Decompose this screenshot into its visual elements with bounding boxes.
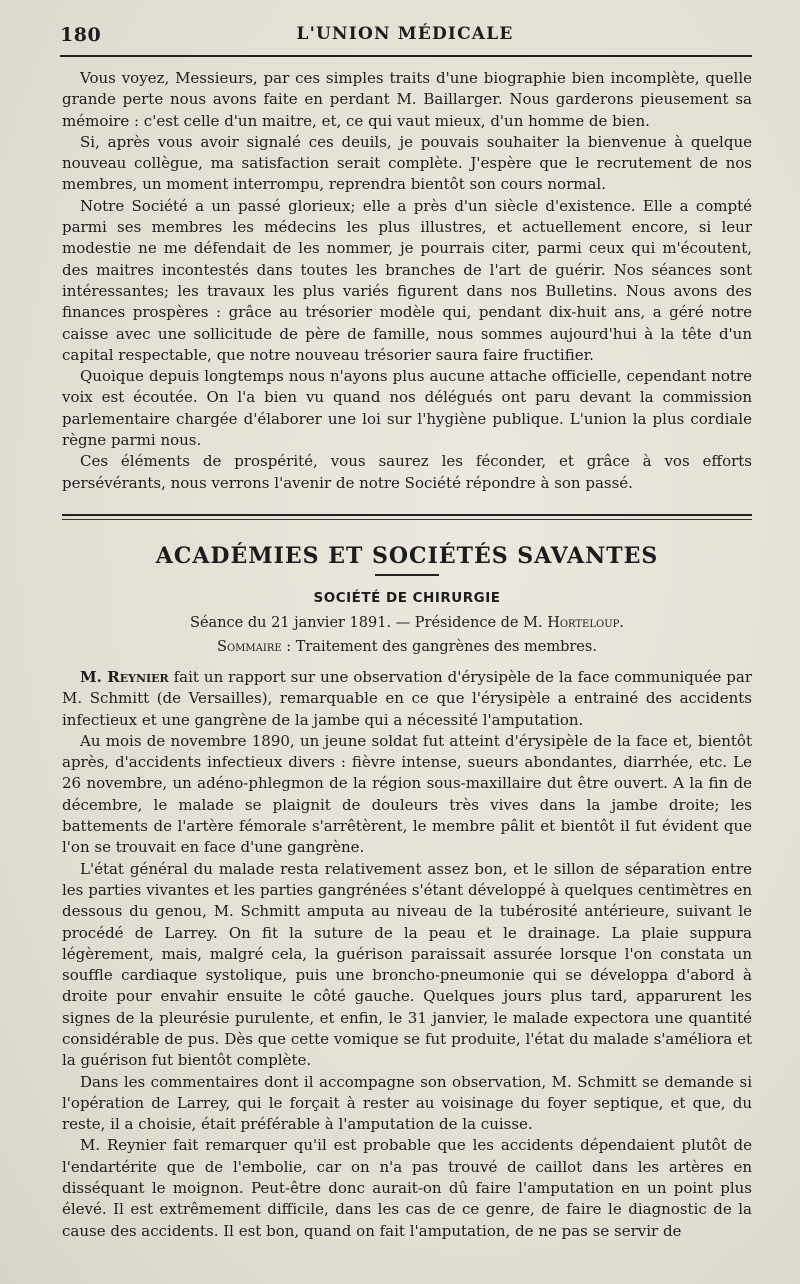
intro-paragraph: Quoique depuis longtemps nous n'ayons plus aucune attache officielle, cependant notre voix est écoutée. On l'a bien vu quand nos délégués ont paru devant la commission parlementaire chargée d'élaborer une loi sur l'hygiène publique. L'union la plus cordiale règne parmi nous.	[62, 367, 752, 450]
seance-suffix: .	[619, 614, 624, 631]
seance-prefix: Séance du 21 janvier 1891. — Présidence de M.	[190, 614, 548, 631]
report-lead-name: M. Reynier	[80, 667, 169, 686]
report-lead-paragraph	[62, 667, 752, 731]
sommaire-line	[62, 639, 752, 655]
intro-paragraph: Vous voyez, Messieurs, par ces simples traits d'une biographie bien incomplète, quelle grande perte nous avons faite en perdant M. Baillarger. Nous garderons pieusement sa mémoire : c'est celle d'un maitre, et, ce qui vaut mieux, d'un homme de bien.	[62, 69, 752, 130]
report-body	[62, 667, 752, 1242]
seance-president: Horteloup	[547, 614, 620, 631]
society-subtitle: SOCIÉTÉ DE CHIRURGIE	[313, 589, 501, 606]
report-paragraph: M. Reynier fait remarquer qu'il est probable que les accidents dépendaient plutôt de l'endartérite que de l'embolie, car on n'a pas trouvé de caillot dans les artères en disséquant le moignon. Peut-être donc aurait-on dû faire l'amputation en un point plus élevé. Il est extrêmement difficile, dans les cas de ce genre, de faire le diagnostic de la cause des accidents. Il est bon, quand on fait l'amputation, de ne pas se servir de	[62, 1136, 752, 1240]
report-paragraph: L'état général du malade resta relativement assez bon, et le sillon de séparation entre les parties vivantes et les parties gangrénées s'étant développé à quelques centimètres en dessous du genou, M. Schmitt amputa au niveau de la tubérosité antérieure, suivant le procédé de Larrey. On fit la suture de la peau et le drainage. La plaie suppura légèrement, mais, malgré cela, la guérison paraissait assurée lorsque l'on constata un souffle cardiaque systolique, puis une broncho-pneumonie qui se développa d'abord à droite pour envahir ensuite le côté gauche. Quelques jours plus tard, apparurent les signes de la pleurésie purulente, et enfin, le 31 janvier, le malade expectora une quantité considérable de pus. Dès que cette vomique se fut produite, l'état du malade s'améliora et la guérison fut bientôt complète.	[62, 859, 752, 1070]
article-body	[62, 68, 752, 1242]
report-lead-text: fait un rapport sur une observation d'érysipèle de la face communiquée par M. Schmitt (de Versailles), remarquable en ce que l'érysipèle a entrainé des accidents infectieux et une gangrène de la jambe qui a nécessité l'amputation.	[62, 667, 752, 729]
intro-paragraph: Ces éléments de prospérité, vous saurez les féconder, et grâce à vos efforts persévérants, nous verrons l'avenir de notre Société répondre à son passé.	[62, 452, 752, 492]
report-paragraph: Dans les commentaires dont il accompagne son observation, M. Schmitt se demande si l'opération de Larrey, qui le forçait à rester au voisinage du foyer septique, et que, du reste, il a choisie, était préférable à l'amputation de la cuisse.	[62, 1072, 752, 1134]
sommaire-label: Sommaire	[217, 638, 282, 655]
sommaire-text: : Traitement des gangrènes des membres.	[281, 638, 597, 655]
intro-paragraph: Si, après vous avoir signalé ces deuils, je pouvais souhaiter la bienvenue à quelque nouveau collègue, ma satisfaction serait complète. J'espère que le recrutement de nos membres, un moment interrompu, reprendra bientôt son cours normal.	[62, 132, 752, 194]
page-number: 180	[60, 24, 102, 46]
seance-line	[62, 615, 752, 631]
section-divider	[62, 514, 752, 520]
report-paragraph: Au mois de novembre 1890, un jeune soldat fut atteint d'érysipèle de la face et, bientôt après, d'accidents infectieux divers : fièvre intense, sueurs abondantes, diarrhée, etc. Le 26 novembre, un adéno-phlegmon de la région sous-maxillaire dut être ouvert. A la fin de décembre, le malade se plaignit de douleurs très vives dans la jambe droite; les battements de l'artère fémorale s'arrêtèrent, le membre pâlit et bientôt il fut évident que l'on se trouvait en face d'une gangrène.	[62, 731, 752, 857]
running-title: L'UNION MÉDICALE	[296, 24, 514, 44]
page-header	[60, 22, 750, 50]
intro-paragraph: Notre Société a un passé glorieux; elle a près d'un siècle d'existence. Elle a compté parmi ses membres les médecins les plus illustres, et actuellement encore, si leur modestie ne me défendait de les nommer, je pourrais citer, parmi ceux qui m'écoutent, des maitres incontestés dans toutes les branches de l'art de guérir. Nos séances sont intéressantes; les travaux les plus variés figurent dans nos Bulletins. Nous avons des finances prospères : grâce au trésorier modèle qui, pendant dix-huit ans, a géré notre caisse avec une sollicitude de père de famille, nous sommes aujourd'hui à la tête d'un capital respectable, que notre nouveau trésorier saura faire fructifier.	[62, 196, 752, 364]
section-title-underline	[375, 574, 439, 576]
section-title: ACADÉMIES ET SOCIÉTÉS SAVANTES	[155, 542, 659, 569]
header-rule	[60, 55, 752, 57]
